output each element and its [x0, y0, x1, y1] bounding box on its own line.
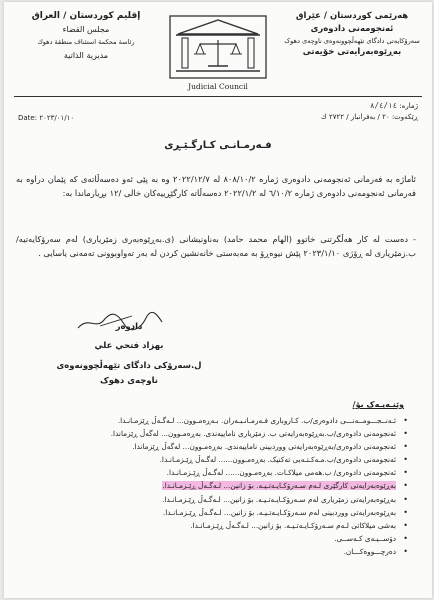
header-region-title: هەرێمی کوردستان / عێراق [295, 11, 409, 21]
list-item: • دەرچـــووەکـــان. [28, 545, 408, 558]
reference-number-value: ٨/٤/١٤ [370, 101, 398, 110]
highlight-mark: بەڕێوەبەرایەتی کارگێری لـەم سـەرۆکـایـەتـیـە. بۆ زانین... لـەگـەڵ ڕێـزمـانـدا. [162, 481, 396, 491]
list-item: • ئەنجومەنی دادوەری/ب.بەڕێوەبەرایەتی ب. زمێریاری ناماییەندی. بەڕەمـوون... لەگەڵ ڕێزماندا. [28, 427, 408, 440]
list-item-highlighted [28, 479, 408, 492]
signature-title: ل.سەرۆکی دادگای تێهەڵچوونەوەی ناوچەی دهوک [56, 361, 202, 386]
body-paragraph-1: ئاماژە بە فەرمانی ئەنجومەنی دادوەری ژمارە ٨٠٨/١٠/٢ لە ٢٠٢٢/١٢/٧ وە بە پێی ئەو دەسەڵاتەی کە پێمان دراوە بە فەرمانی ئەنجومەنی دادوەری ژمارە ٦/١٠/٢ لە ٢٠٢٢/١/٢ دەسەڵاتە کارگێڕییەکان خالی /١٢ بڕیارماندا بە: [16, 174, 416, 198]
header-divider [14, 96, 422, 97]
copy-to-list [28, 414, 408, 558]
header-court: سەرۆکایەتی دادگای تێهەڵچوونەوەی ناوچەی دهوک [284, 37, 420, 45]
judicial-council-logo [166, 14, 270, 80]
reference-date-value: ٢٠ / بەفرانبار / ٢٧٢٢ ك [320, 113, 390, 121]
document-page [4, 2, 432, 598]
list-item: • ئەنجومەنی دادوەری/ب.مـەکـتـەبی تەکنیک. بەڕەمـوون...... لەگـەڵ ڕێـزمـانـدا. [28, 453, 408, 466]
list-item: • ئـەنــجـــومــەنـــی دادوەری/ب. کـاروباری فـەرمـانـبـەران. بـەڕەمـوون... لـەگـەڵ ڕێزمـانـدا. [28, 414, 408, 427]
header-directorate-arabic: مديرية الذاتية [63, 51, 109, 60]
header-arabic [16, 10, 156, 62]
reference-number-label: ژمارە: [399, 102, 418, 110]
header-region-title-arabic: إقليم كوردستان / العراق [31, 11, 141, 21]
header-council: ئەنجومەنی دادوەری [310, 24, 394, 34]
list-item: • دۆســیـەی کـەســی. [28, 532, 408, 545]
signature-name: بهزاد فتحي علي [94, 341, 164, 351]
header-council-arabic: مجلس القضاء [62, 25, 110, 34]
reference-date-label: ڕێکەوت: [391, 113, 418, 121]
document-title: فـەرمـانـی کـارگـێـڕی [164, 140, 272, 151]
header-kurdish [282, 10, 422, 59]
list-item: • بەشی میلاکاتی لـەم سـەرۆکـایـەتـیـە. بۆ زانین... لـەگـەڵ ڕێـزمـانـدا. [28, 519, 408, 532]
body-paragraph-2: - دەست لە کار هەڵگرتنی خاتوو (الهام محمد حامد) بەناونیشانی (ی.بەڕێوەبەری زمێریاری) لەم سەرۆکایەتیە/ب.زمێریاری لە ڕۆژی ٢٠٢٣/١/١٠ پێش نیوەڕۆ بە مەبەستی خانەنشین کردن لە بەر تەواوبوونی تەمەنی یاسایی . [16, 234, 416, 258]
logo-caption: Judicial Council [188, 82, 248, 91]
document-date: Date: ٢٠٢٣/٠١/١٠ [18, 114, 75, 122]
header-court-arabic: رئاسة محكمة استئناف منطقة دهوك [37, 38, 135, 46]
list-item: • ئەنجومەنی دادوەری/ ب.ھەمی میلاکـات. بەڕەمـوون...... لەگـەڵ ڕێـزمـانـدا. [28, 466, 408, 479]
list-item: • بەڕێوەبەرایەتی ووردبینی لەم سـەرۆکـایـەتـیـە. بۆ زانین... لـەگـەڵ ڕێـزمـانـدا. [28, 506, 408, 519]
list-item: • بەڕێوەبەرایەتی زمێریاری لەم سـەرۆکـایـەتـیـە. بۆ زانین... لـەگـەڵ ڕێـزمـانـدا. [28, 493, 408, 506]
reference-block [321, 100, 418, 123]
signature-role: دادوەر [115, 322, 143, 332]
list-item: • ئەنجومەنی دادوەری/بەڕێوەبەرایەتی ووردبینی ناماییەندی. بەڕەمـوون... لەگەڵ ڕێزماندا. [28, 440, 408, 453]
header-directorate: بەڕێوەبەرایەتی خۆیەتی [302, 47, 402, 57]
copy-to-heading: وێنـەیـەک بۆ/ [352, 400, 404, 409]
